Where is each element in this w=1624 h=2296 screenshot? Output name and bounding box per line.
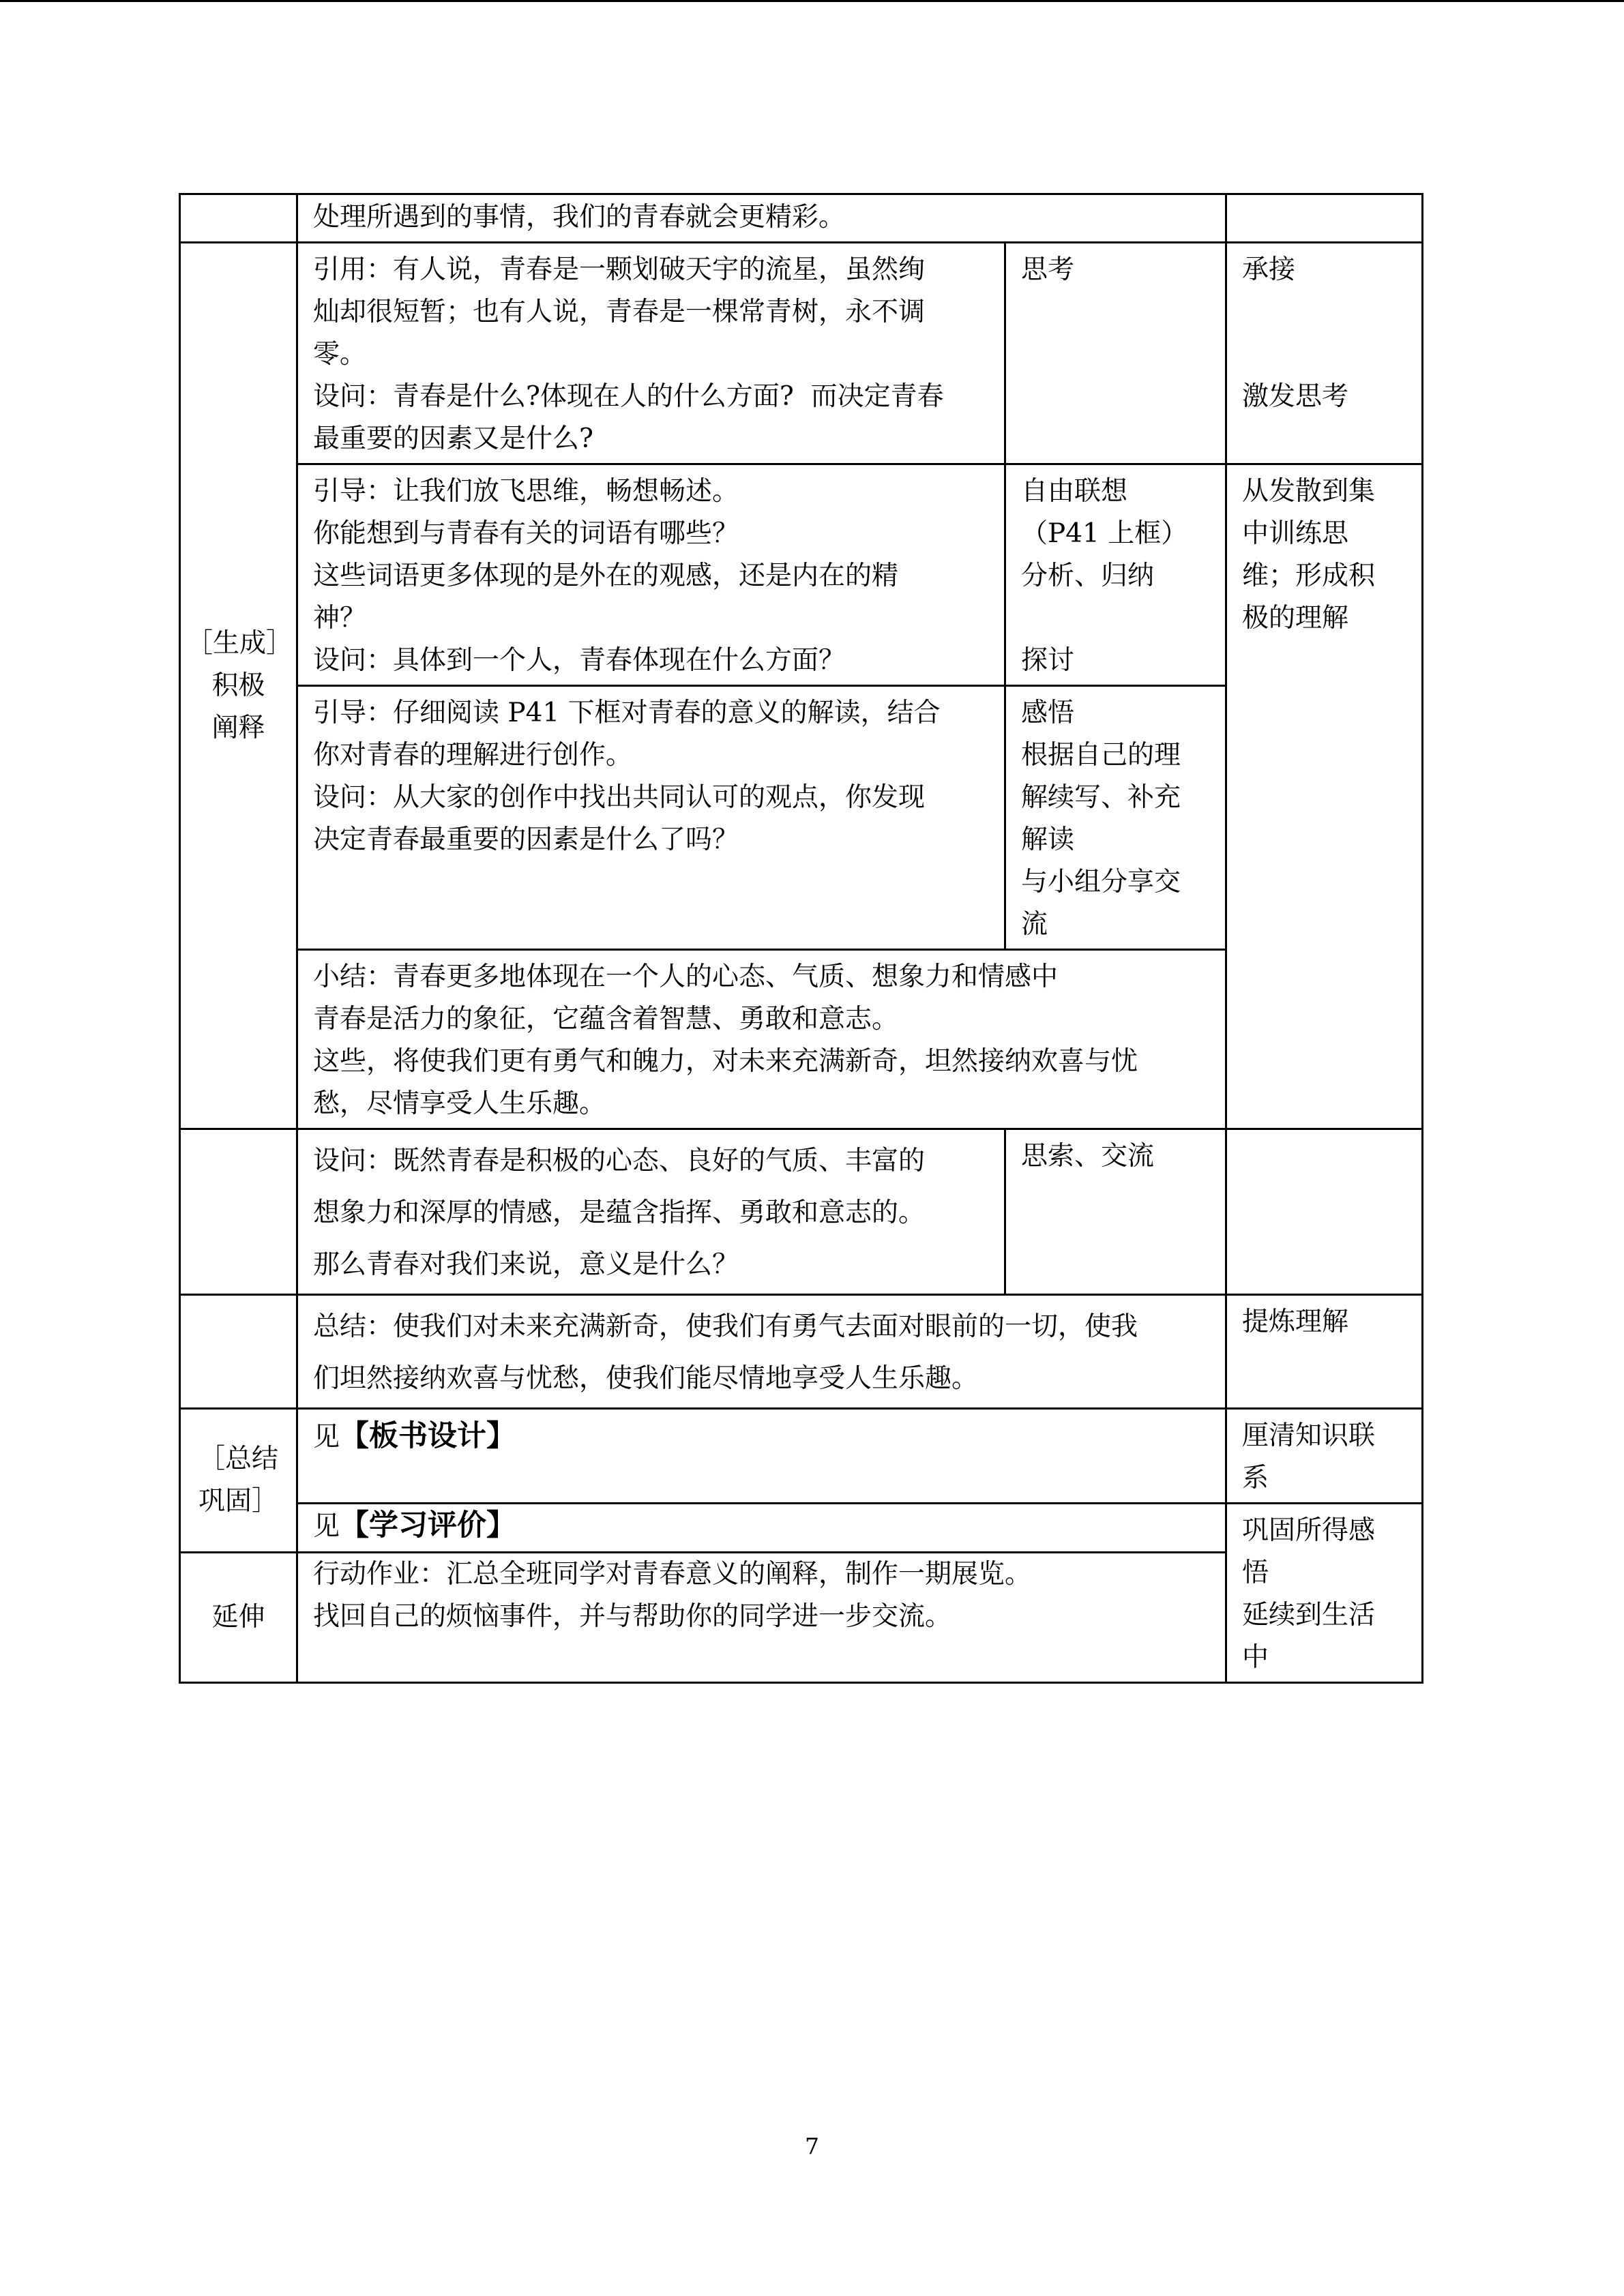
table-row [180, 464, 1423, 686]
lesson-plan-table [179, 193, 1423, 1684]
content-cell [297, 950, 1226, 1129]
student-activity-cell: 感悟 根据自己的理 解续写、补充 解读 与小组分享交 流 [1005, 686, 1226, 950]
content-line: 这些词语更多体现的是外在的观感，还是内在的精 [313, 561, 899, 591]
table-row [180, 1295, 1423, 1409]
purpose-cell [1226, 194, 1423, 243]
content-line: 设问：既然青春是积极的心态、良好的气质、丰富的 [313, 1146, 926, 1176]
content-line: 设问：从大家的创作中找出共同认可的观点，你发现 [313, 782, 926, 813]
content-line: 你能想到与青春有关的词语有哪些？ [313, 518, 739, 549]
content-line: 引导：让我们放飞思维，畅想畅述。 [313, 476, 739, 507]
table-row [180, 1409, 1423, 1504]
section-label-cell [180, 194, 297, 243]
content-cell [297, 1504, 1226, 1553]
learning-evaluation-heading: 【学习评价】 [340, 1508, 516, 1542]
content-line: 引导：仔细阅读 P41 下框对青春的意义的解读，结合 [313, 698, 941, 728]
content-line: 灿却很短暂；也有人说，青春是一棵常青树，永不调 [313, 297, 926, 327]
section-label-shengcheng: ［生成］ 积极 阐释 [180, 243, 297, 1129]
content-cell [297, 686, 1005, 950]
content-line: 零。 [313, 339, 367, 370]
table-row [180, 243, 1423, 464]
purpose-cell: 从发散到集 中训练思 维；形成积 极的理解 [1226, 464, 1423, 1129]
purpose-cell [1226, 1129, 1423, 1295]
student-activity-cell: 思考 [1005, 243, 1226, 464]
purpose-cell: 提炼理解 [1226, 1295, 1423, 1409]
content-line: 找回自己的烦恼事件，并与帮助你的同学进一步交流。 [313, 1600, 952, 1632]
content-cell [297, 1295, 1226, 1409]
content-line: 愁，尽情享受人生乐趣。 [313, 1088, 606, 1119]
student-activity-cell: 自由联想 （P41 上框） 分析、归纳 探讨 [1005, 464, 1226, 686]
content-cell [297, 464, 1005, 686]
content-line: 见【板书设计】 [313, 1419, 516, 1453]
board-design-heading: 【板书设计】 [340, 1419, 516, 1453]
content-line: 小结：青春更多地体现在一个人的心态、气质、想象力和情感中 [313, 961, 1059, 992]
table-row [180, 1504, 1423, 1553]
section-label-zongjie: ［总结 巩固］ [180, 1409, 297, 1553]
table-row [180, 1129, 1423, 1295]
purpose-cell: 承接 激发思考 [1226, 243, 1423, 464]
content-line: 神？ [313, 603, 367, 633]
content-line: 设问：青春是什么?体现在人的什么方面? 而决定青春 [313, 381, 944, 412]
content-line: 见【学习评价】 [313, 1508, 516, 1542]
content-line: 处理所遇到的事情，我们的青春就会更精彩。 [313, 202, 846, 233]
section-label-cell [180, 1129, 297, 1295]
content-line: 行动作业：汇总全班同学对青春意义的阐释，制作一期展览。 [313, 1558, 1032, 1590]
content-cell [297, 1552, 1226, 1682]
table-row [180, 194, 1423, 243]
content-line: 想象力和深厚的情感，是蕴含指挥、勇敢和意志的。 [313, 1197, 926, 1228]
content-line: 那么青春对我们来说，意义是什么？ [313, 1249, 739, 1280]
content-line: 这些，将使我们更有勇气和魄力，对未来充满新奇，坦然接纳欢喜与忧 [313, 1046, 1138, 1077]
content-line: 决定青春最重要的因素是什么了吗？ [313, 824, 739, 855]
content-cell [297, 1409, 1226, 1504]
content-cell [297, 194, 1226, 243]
student-activity-cell: 思索、交流 [1005, 1129, 1226, 1295]
section-label-yanshen: 延伸 [180, 1552, 297, 1682]
content-line: 引用：有人说，青春是一颗划破天宇的流星，虽然绚 [313, 254, 926, 285]
content-line: 设问：具体到一个人，青春体现在什么方面？ [313, 645, 846, 676]
section-label-cell [180, 1295, 297, 1409]
content-line: 最重要的因素又是什么? [313, 423, 593, 454]
content-line: 们坦然接纳欢喜与忧愁，使我们能尽情地享受人生乐趣。 [313, 1363, 979, 1394]
content-line: 你对青春的理解进行创作。 [313, 740, 633, 771]
purpose-cell: 巩固所得感 悟 延续到生活 中 [1226, 1504, 1423, 1683]
page-number: 7 [805, 2133, 819, 2160]
content-line: 总结：使我们对未来充满新奇，使我们有勇气去面对眼前的一切，使我 [313, 1311, 1138, 1342]
page-top-border [0, 0, 1624, 2]
purpose-cell: 厘清知识联 系 [1226, 1409, 1423, 1504]
content-cell [297, 1129, 1005, 1295]
content-line: 青春是活力的象征，它蕴含着智慧、勇敢和意志。 [313, 1004, 899, 1034]
content-cell [297, 243, 1005, 464]
